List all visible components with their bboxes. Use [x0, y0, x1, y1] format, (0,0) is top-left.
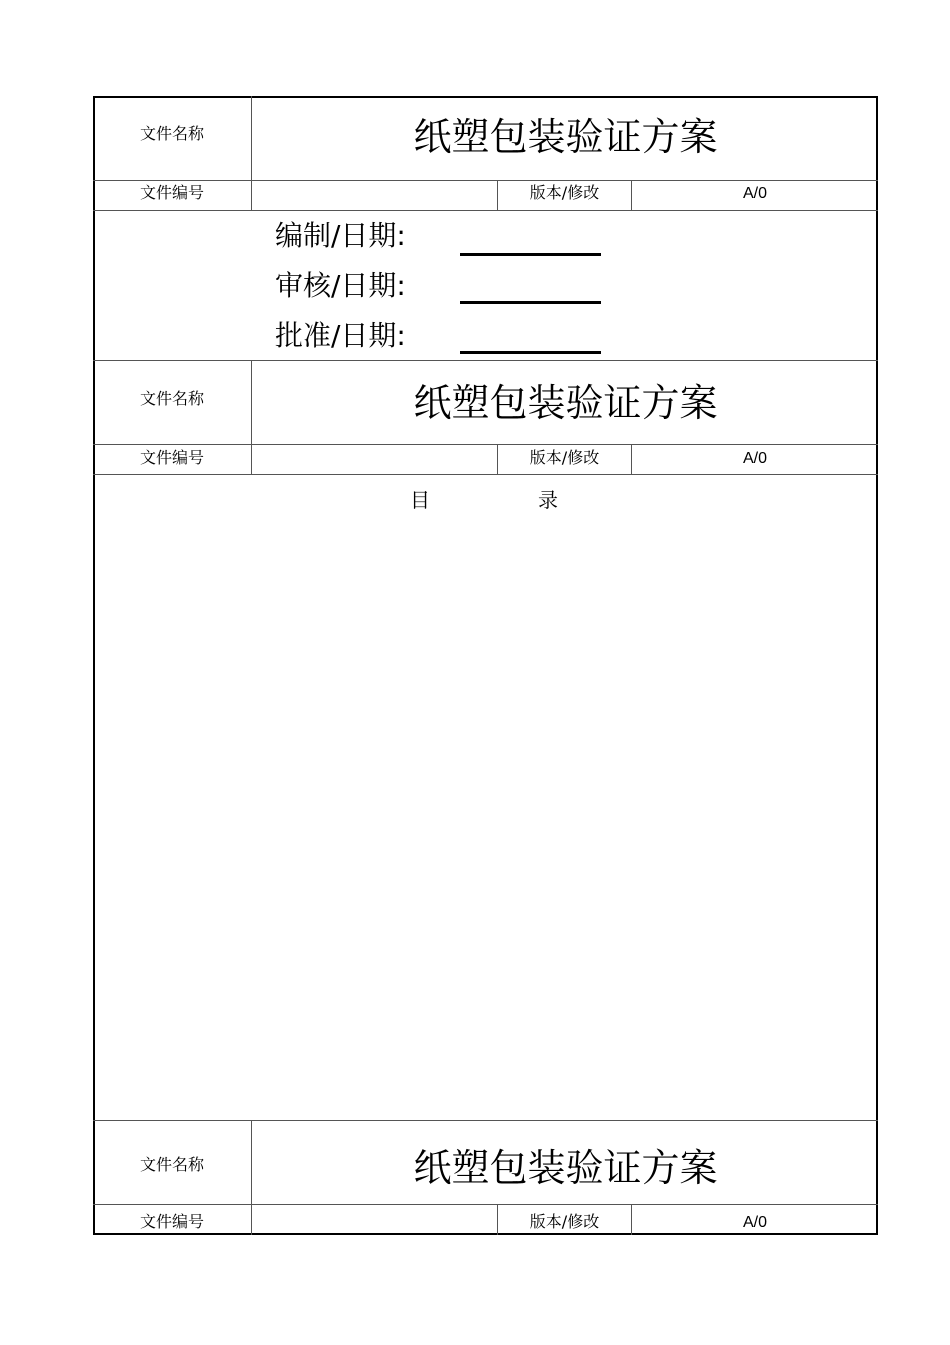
version-label: 版本/修改	[529, 448, 600, 467]
header-3-divider	[93, 1204, 878, 1205]
prepared-by-date-label: 编制/日期:	[275, 219, 406, 252]
header-3-label-column-rule	[251, 1120, 252, 1235]
file-number-label: 文件编号	[139, 448, 204, 467]
prepared-signature-line	[460, 253, 601, 256]
header-1-label-column-rule	[251, 96, 252, 210]
toc-heading-char-1: 目	[410, 488, 430, 512]
version-value: A/0	[742, 1214, 767, 1231]
header-2-divider	[93, 444, 878, 445]
file-number-label: 文件编号	[139, 1212, 204, 1231]
version-value: A/0	[742, 450, 767, 467]
document-frame	[93, 96, 878, 1235]
file-name-label: 文件名称	[139, 389, 204, 408]
header-1-divider	[93, 180, 878, 181]
header-2-bottom-rule	[93, 474, 878, 475]
version-value: A/0	[742, 185, 767, 202]
signoff-bottom-rule	[93, 360, 878, 361]
file-name-label: 文件名称	[139, 124, 204, 143]
file-number-label: 文件编号	[139, 183, 204, 202]
file-name-label: 文件名称	[139, 1155, 204, 1174]
document-title: 纸塑包装验证方案	[413, 115, 718, 159]
toc-bottom-rule	[93, 1120, 878, 1121]
approved-signature-line	[460, 351, 601, 354]
document-title: 纸塑包装验证方案	[413, 381, 718, 425]
toc-heading-char-2: 录	[538, 488, 558, 512]
approved-by-date-label: 批准/日期:	[275, 319, 406, 352]
header-2-label-column-rule	[251, 360, 252, 474]
header-1-bottom-rule	[93, 210, 878, 211]
document-title: 纸塑包装验证方案	[413, 1146, 718, 1190]
reviewed-by-date-label: 审核/日期:	[275, 269, 406, 302]
reviewed-signature-line	[460, 301, 601, 304]
version-label: 版本/修改	[529, 183, 600, 202]
version-label: 版本/修改	[529, 1212, 600, 1231]
